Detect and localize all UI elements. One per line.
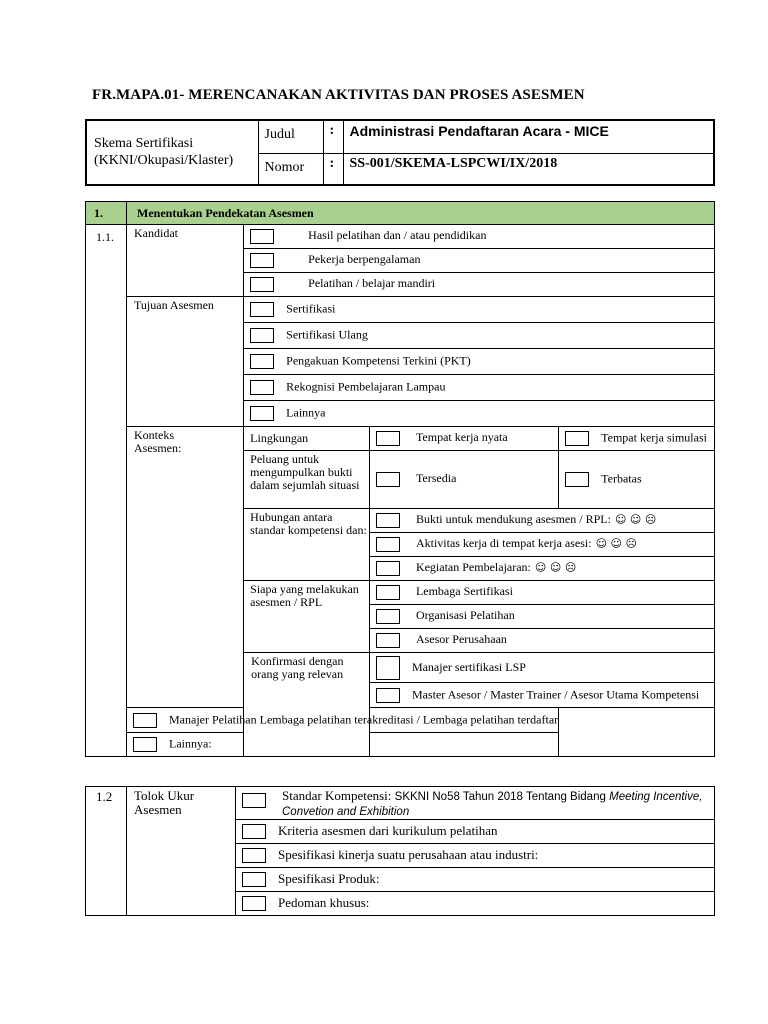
hubungan-label: Hubungan antara standar kompetensi dan: <box>244 509 370 581</box>
checkbox[interactable] <box>565 431 589 446</box>
section1-table <box>85 201 715 757</box>
section1-1-number: 1.1. <box>86 225 127 757</box>
konteks-label-line1: Konteks <box>134 428 174 442</box>
checkbox[interactable] <box>376 513 400 528</box>
lingkungan-option-1[interactable] <box>369 427 558 451</box>
checkbox[interactable] <box>242 793 266 808</box>
option-label: Manajer Pelatihan Lembaga pelatihan terakreditasi / Lembaga pelatihan terdaftar <box>169 711 559 726</box>
tolok-ukur-label <box>127 787 236 916</box>
tolok-ukur-label-line2: Asesmen <box>134 802 182 817</box>
checkbox[interactable] <box>376 656 400 680</box>
smiley-rating-icon: ☺ ☺ ☹ <box>595 537 637 551</box>
section1-number: 1. <box>86 202 127 225</box>
option-label: Tempat kerja simulasi <box>601 430 707 445</box>
tujuan-option-2[interactable] <box>244 323 715 349</box>
option-label: Spesifikasi Produk: <box>278 870 380 886</box>
kandidat-option-3[interactable] <box>244 273 715 297</box>
tujuan-option-3[interactable] <box>244 349 715 375</box>
tujuan-option-1[interactable] <box>244 297 715 323</box>
checkbox[interactable] <box>376 472 400 487</box>
nomor-label: Nomor <box>258 153 323 185</box>
tolok-option-1[interactable] <box>236 820 715 844</box>
lingkungan-option-2[interactable] <box>559 427 715 451</box>
option-label: Tersedia <box>415 471 457 486</box>
option-label: Pedoman khusus: <box>278 894 370 910</box>
section1-title: Menentukan Pendekatan Asesmen <box>127 202 715 225</box>
document-title: FR.MAPA.01- MERENCANAKAN AKTIVITAS DAN PROSES ASESMEN <box>92 87 585 103</box>
judul-label: Judul <box>258 120 323 153</box>
checkbox[interactable] <box>250 380 274 395</box>
tolok-option-2[interactable] <box>236 844 715 868</box>
checkbox[interactable] <box>133 713 157 728</box>
tolok-option-3[interactable] <box>236 868 715 892</box>
checkbox[interactable] <box>250 354 274 369</box>
checkbox[interactable] <box>376 609 400 624</box>
option-label: Tempat kerja nyata <box>415 430 508 445</box>
konfirmasi-label: Konfirmasi dengan orang yang relevan <box>244 653 370 757</box>
tujuan-option-5[interactable] <box>244 401 715 427</box>
skema-label-line1: Skema Sertifikasi <box>94 136 194 151</box>
checkbox[interactable] <box>376 537 400 552</box>
checkbox[interactable] <box>250 229 274 244</box>
checkbox[interactable] <box>242 896 266 911</box>
standar-italic: Meeting Incentive, Convetion and Exhibition <box>282 791 703 818</box>
option-label: Terbatas <box>601 471 642 486</box>
standar-prefix: Standar Kompetensi: <box>282 788 392 803</box>
option-label: Lembaga Sertifikasi <box>415 584 513 599</box>
tujuan-label: Tujuan Asesmen <box>127 297 244 427</box>
smiley-rating-icon: ☺ ☺ ☹ <box>534 561 577 575</box>
checkbox[interactable] <box>376 431 400 446</box>
lingkungan-label: Lingkungan <box>244 427 370 451</box>
siapa-option-3[interactable] <box>369 629 714 653</box>
siapa-option-2[interactable] <box>369 605 714 629</box>
option-label: Rekognisi Pembelajaran Lampau <box>286 379 446 394</box>
checkbox[interactable] <box>376 633 400 648</box>
peluang-label: Peluang untuk mengumpulkan bukti dalam sejumlah situasi <box>244 451 370 509</box>
checkbox[interactable] <box>250 277 274 292</box>
checkbox[interactable] <box>242 824 266 839</box>
tolok-ukur-label-line1: Tolok Ukur <box>134 788 195 803</box>
option-label: Sertifikasi Ulang <box>286 327 368 342</box>
kandidat-label: Kandidat <box>127 225 244 297</box>
option-label: Sertifikasi <box>286 301 336 316</box>
tujuan-option-4[interactable] <box>244 375 715 401</box>
checkbox[interactable] <box>133 737 157 752</box>
checkbox[interactable] <box>242 848 266 863</box>
nomor-colon: : <box>323 153 343 185</box>
option-label: Pekerja berpengalaman <box>308 252 421 267</box>
judul-colon: : <box>323 120 343 153</box>
tolok-option-4[interactable] <box>236 892 715 916</box>
tolok-ukur-table <box>85 786 715 916</box>
checkbox[interactable] <box>376 688 400 703</box>
checkbox[interactable] <box>250 302 274 317</box>
option-label: Bukti untuk mendukung asesmen / RPL: <box>415 512 611 527</box>
option-label: Lainnya <box>286 405 326 420</box>
option-label: Pengakuan Kompetensi Terkini (PKT) <box>286 353 471 368</box>
konfirmasi-option-2[interactable] <box>369 683 714 708</box>
section1-2-number: 1.2 <box>86 787 127 916</box>
skema-label <box>86 120 258 185</box>
option-label: Aktivitas kerja di tempat kerja asesi: <box>415 536 592 551</box>
konfirmasi-option-4[interactable] <box>127 733 559 757</box>
option-label: Spesifikasi kinerja suatu perusahaan atau industri: <box>278 846 539 862</box>
hubungan-option-3[interactable] <box>369 557 714 581</box>
option-label: Pelatihan / belajar mandiri <box>308 276 436 291</box>
kandidat-option-1[interactable] <box>244 225 715 249</box>
hubungan-option-2[interactable] <box>369 533 714 557</box>
standar-detail: SKKNI No58 Tahun 2018 Tentang Bidang <box>394 791 606 803</box>
option-label: Master Asesor / Master Trainer / Asesor Utama Kompetensi <box>411 686 700 701</box>
nomor-value: SS-001/SKEMA-LSPCWI/IX/2018 <box>343 153 714 185</box>
checkbox[interactable] <box>376 561 400 576</box>
skema-label-line2: (KKNI/Okupasi/Klaster) <box>94 153 234 168</box>
checkbox[interactable] <box>376 585 400 600</box>
option-label: Kegiatan Pembelajaran: <box>415 560 531 575</box>
option-label: Asesor Perusahaan <box>415 632 507 647</box>
checkbox[interactable] <box>250 328 274 343</box>
checkbox[interactable] <box>565 472 589 487</box>
option-label: Kriteria asesmen dari kurikulum pelatihan <box>278 822 498 838</box>
standar-kompetensi-option[interactable] <box>236 787 715 820</box>
smiley-rating-icon: ☺ ☺ ☹ <box>614 513 657 527</box>
checkbox[interactable] <box>242 872 266 887</box>
scheme-header-table <box>85 119 715 186</box>
checkbox[interactable] <box>250 406 274 421</box>
hubungan-option-1[interactable] <box>369 509 714 533</box>
siapa-option-1[interactable] <box>369 581 714 605</box>
kandidat-option-2[interactable] <box>244 249 715 273</box>
konfirmasi-option-3[interactable] <box>127 708 559 733</box>
siapa-label: Siapa yang melakukan asesmen / RPL <box>244 581 370 653</box>
peluang-option-2[interactable] <box>559 451 715 509</box>
option-label: Lainnya: <box>169 736 212 751</box>
checkbox[interactable] <box>250 253 274 268</box>
option-label: Organisasi Pelatihan <box>415 608 515 623</box>
konfirmasi-option-1[interactable] <box>369 653 714 683</box>
konteks-label-line2: Asesmen: <box>134 441 182 455</box>
peluang-option-1[interactable] <box>369 451 558 509</box>
option-label: Manajer sertifikasi LSP <box>411 659 526 674</box>
konteks-label <box>127 427 244 708</box>
judul-value: Administrasi Pendaftaran Acara - MICE <box>343 120 714 153</box>
option-label: Hasil pelatihan dan / atau pendidikan <box>308 228 487 243</box>
